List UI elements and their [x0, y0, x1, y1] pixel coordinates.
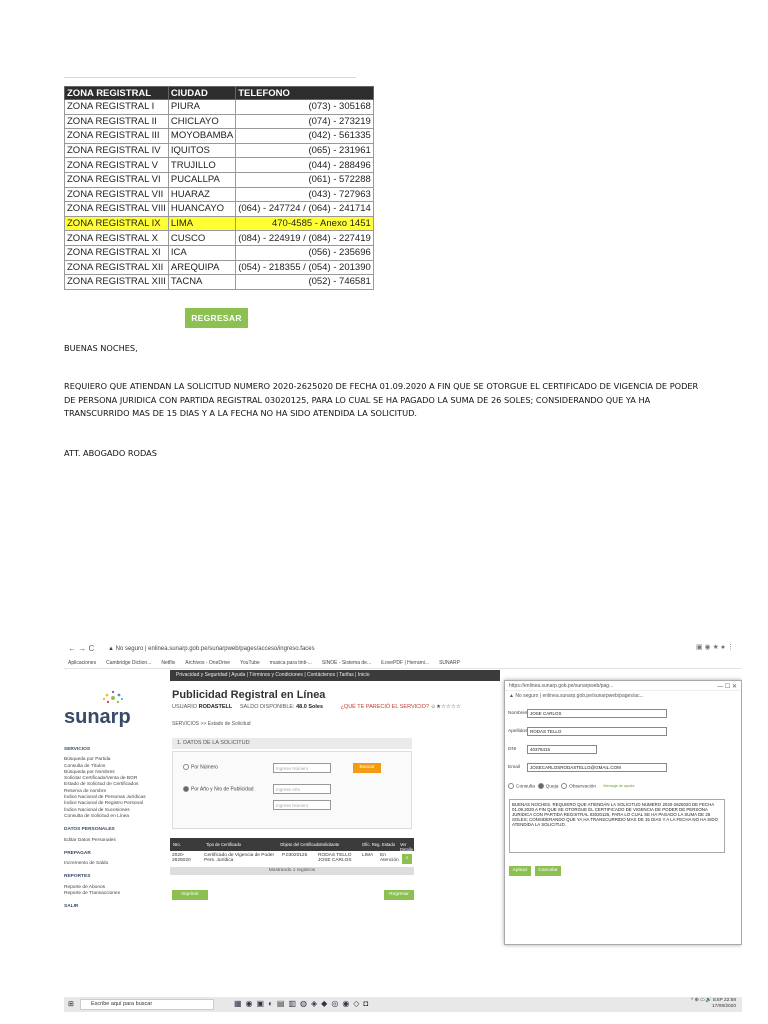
table-cell: (073) - 305168: [236, 100, 374, 115]
zone-registral-table: [64, 86, 374, 290]
sunarp-logo-dots-icon: [102, 690, 124, 706]
bookmark-item[interactable]: Netflix: [161, 659, 176, 666]
sidebar-item[interactable]: Editar Datos Personales: [64, 837, 116, 843]
table-row: [65, 100, 374, 115]
section-title: 1. DATOS DE LA SOLICITUD: [172, 738, 412, 749]
table-cell: ZONA REGISTRAL X: [65, 231, 169, 246]
table-cell: (042) - 561335: [236, 129, 374, 144]
letter-signature: ATT. ABOGADO RODAS: [64, 448, 157, 458]
table-cell: En Atención: [380, 853, 399, 863]
breadcrumb: SERVICIOS >> Estado de Solicitud: [172, 721, 251, 727]
table-cell: ICA: [168, 245, 235, 260]
taskbar-search-input[interactable]: Escribe aquí para buscar: [80, 999, 214, 1010]
table-cell: ZONA REGISTRAL XI: [65, 245, 169, 260]
column-header: Estado: [382, 842, 396, 847]
table-cell: ZONA REGISTRAL XII: [65, 260, 169, 275]
table-cell: ZONA REGISTRAL I: [65, 100, 169, 115]
table-row: [65, 187, 374, 202]
sidebar-salir[interactable]: SALIR: [64, 904, 79, 910]
survey-link[interactable]: ¿QUÉ TE PARECIÓ EL SERVICIO?: [340, 704, 429, 710]
table-cell: ZONA REGISTRAL VII: [65, 187, 169, 202]
clock-time: 22:58: [723, 998, 736, 1003]
sidebar-header-reportes[interactable]: REPORTES: [64, 874, 91, 880]
table-row: [65, 231, 374, 246]
user-info-line: [172, 704, 461, 710]
email-label: Email: [508, 765, 520, 770]
balance-label: SALDO DISPONIBLE:: [239, 704, 295, 710]
system-tray: [691, 998, 736, 1010]
table-cell: ZONA REGISTRAL VIII: [65, 202, 169, 217]
table-row: [170, 852, 414, 867]
popup-title: https://enlinea.sunarp.gob.pe/sunarpweb/pag...: [505, 681, 741, 691]
top-menu[interactable]: Privacidad y Seguridad | Ayuda | Términos y Condiciones | Contáctenos | Tarifas | Inicio: [170, 670, 500, 681]
buscar-button[interactable]: Buscar: [353, 763, 381, 773]
column-header: Solicitante: [320, 842, 340, 847]
table-row: [65, 245, 374, 260]
bookmark-item[interactable]: musica para tinti-...: [269, 659, 312, 666]
table-row: [65, 129, 374, 144]
sidebar-header-servicios[interactable]: SERVICIOS: [64, 747, 91, 752]
apellidos-label: Apellidos: [508, 729, 528, 734]
regresar-button[interactable]: REGRESAR: [185, 308, 248, 328]
radio-icon: [183, 786, 189, 792]
table-cell: AREQUIPA: [168, 260, 235, 275]
user-name: RODASTELL: [198, 704, 233, 710]
table-cell: Certificado de Vigencia de Poder Pers. Jurídica: [204, 853, 275, 863]
bookmarks-bar: [64, 657, 742, 669]
sidebar-header-datos[interactable]: DATOS PERSONALES: [64, 827, 115, 833]
numero-input[interactable]: Ingrese Número: [273, 763, 331, 773]
popup-url: ▲ No seguro | enlinea.sunarp.gob.pe/sunarpweb/pages/ac...: [509, 693, 644, 699]
sidebar: [64, 740, 164, 915]
results-table-header: [170, 838, 414, 851]
sidebar-item[interactable]: Consulta de Títulos: [64, 763, 106, 769]
regresar-small-button[interactable]: Regresar: [384, 890, 414, 900]
table-cell: TACNA: [168, 275, 235, 290]
table-cell: (064) - 247724 / (064) - 241714: [236, 202, 374, 217]
sidebar-item[interactable]: Búsqueda por Nombres: [64, 769, 115, 775]
feedback-type-radios: [508, 783, 634, 789]
windows-start-icon[interactable]: ⊞: [68, 1001, 74, 1008]
nombres-field[interactable]: JOSE CARLOS: [527, 709, 667, 718]
table-cell: LIMA: [168, 216, 235, 231]
table-row: [65, 260, 374, 275]
radio-label: Queja: [545, 784, 559, 790]
radio-por-anio[interactable]: [183, 786, 254, 792]
bookmark-item[interactable]: Cambridge Diction...: [106, 659, 152, 666]
search-form: [172, 751, 412, 829]
table-cell: ZONA REGISTRAL V: [65, 158, 169, 173]
table-cell: CUSCO: [168, 231, 235, 246]
sidebar-item[interactable]: Incremento de Saldo: [64, 861, 109, 867]
sidebar-item[interactable]: Índice Nacional de Registro Personal: [64, 801, 143, 807]
table-cell: (065) - 231961: [236, 143, 374, 158]
table-row: [65, 202, 374, 217]
view-detail-icon[interactable]: ⌕: [402, 854, 412, 864]
radio-icon[interactable]: [538, 783, 544, 789]
table-cell: ZONA REGISTRAL VI: [65, 172, 169, 187]
table-row: [65, 172, 374, 187]
radio-label: Consulta: [516, 784, 535, 790]
table-row: [65, 114, 374, 129]
bookmark-item[interactable]: Archivos - OneDrive: [185, 659, 231, 666]
sidebar-item[interactable]: Estado de Solicitud de Certificados: [64, 782, 139, 788]
sidebar-item[interactable]: Reporte de Abonos: [64, 884, 106, 890]
sidebar-item[interactable]: Índice Nacional de Personas Jurídicas: [64, 795, 146, 801]
table-row: [65, 158, 374, 173]
results-footer: Mostrando 1 registros: [170, 867, 414, 875]
browser-address-bar: [64, 640, 742, 657]
email-field[interactable]: JOSECARLOSRODASTELLO@GMAIL.COM: [527, 763, 667, 772]
embedded-browser-screenshot: [64, 640, 742, 1012]
letter-greeting: BUENAS NOCHES,: [64, 343, 138, 353]
window-controls-icon[interactable]: — ☐ ✕: [717, 684, 737, 690]
cancelar-button[interactable]: Cancelar: [535, 866, 561, 876]
table-cell: ZONA REGISTRAL XIII: [65, 275, 169, 290]
radio-icon: [183, 764, 189, 770]
column-header-telefono: TELEFONO: [236, 87, 374, 100]
table-cell: 470-4585 - Anexo 1451: [236, 216, 374, 231]
table-row: [65, 143, 374, 158]
nombres-label: Nombres: [508, 711, 528, 716]
column-header: Objeto del Certificado: [280, 842, 321, 847]
table-header-row: [65, 87, 374, 100]
table-cell: CHICLAYO: [168, 114, 235, 129]
browser-toolbar-icons[interactable]: ▣ ◉ ★ ● ⋮: [695, 644, 734, 651]
table-cell: ZONA REGISTRAL IV: [65, 143, 169, 158]
table-cell: IQUITOS: [168, 143, 235, 158]
table-cell: (061) - 572288: [236, 172, 374, 187]
table-cell: PIURA: [168, 100, 235, 115]
table-cell: LIMA: [362, 853, 374, 858]
clock-date: 17/09/2020: [711, 1004, 736, 1009]
table-cell: ZONA REGISTRAL IX: [65, 216, 169, 231]
browser-url[interactable]: ▲ No seguro | enlinea.sunarp.gob.pe/sunarpweb/pages/acceso/ingreso.faces: [108, 645, 315, 652]
feedback-popup-window: [504, 680, 742, 945]
sidebar-header-prepagar[interactable]: PREPAGAR: [64, 850, 91, 856]
apellidos-field[interactable]: RODAS TELLO: [527, 727, 667, 736]
table-row: [65, 275, 374, 290]
column-header-zona: ZONA REGISTRAL: [65, 87, 169, 100]
windows-taskbar: [64, 997, 742, 1012]
bookmark-item[interactable]: iLovePDF | Herrami...: [381, 659, 430, 666]
taskbar-app-icons[interactable]: ▦◉▣◐▤▥◍◈◆◎◉◇◘: [234, 999, 373, 1008]
radio-icon[interactable]: [561, 783, 567, 789]
table-cell: PUCALLPA: [168, 172, 235, 187]
nro-publicidad-input[interactable]: Ingrese Número: [273, 800, 331, 810]
column-header-ciudad: CIUDAD: [168, 87, 235, 100]
table-cell: HUANCAYO: [168, 202, 235, 217]
sidebar-item[interactable]: Reporte de Transacciones: [64, 891, 120, 897]
table-cell: (074) - 273219: [236, 114, 374, 129]
letter-body: REQUIERO QUE ATIENDAN LA SOLICITUD NUMERO 2020-2625020 DE FECHA 01.09.2020 A FIN QUE SE OTORGUE EL CERTIFICADO DE VIGENCIA DE PODER DE PERSONA JURIDICA CON PARTIDA REGISTRAL 03020125, PARA LO CUAL SE HA PAGADO LA SUMA DE 26 SOLES; CONSIDERANDO QUE YA HA TRANSCURRIDO MAS DE 15 DIAS Y A LA FECHA NO HA SIDO ATENDIDA LA SOLICITUD.: [64, 381, 699, 418]
table-cell: P.03020125: [282, 853, 308, 858]
user-label: USUARIO: [172, 704, 198, 710]
imprimir-button[interactable]: Imprimir: [172, 890, 208, 900]
radio-label: Por Año y Nro de Publicidad: [191, 786, 254, 793]
dni-field[interactable]: 40378415: [527, 745, 597, 754]
table-cell: (052) - 746581: [236, 275, 374, 290]
sidebar-item[interactable]: Índice Nacional de Sucesiones: [64, 807, 130, 813]
tray-icons[interactable]: ^ ⊕ ▭ 🔊 ESP: [691, 998, 723, 1003]
balance-value: 48.0 Soles: [296, 704, 324, 710]
table-cell: (056) - 235696: [236, 245, 374, 260]
aplicar-button[interactable]: Aplicar: [509, 866, 531, 876]
radio-label: Observación: [569, 784, 597, 790]
sidebar-item[interactable]: Reserva de nombre: [64, 788, 107, 794]
help-message-link[interactable]: Mensaje de ayuda: [603, 784, 635, 789]
bookmark-item[interactable]: SUNARP: [439, 659, 460, 666]
sidebar-item[interactable]: Búsqueda por Partida: [64, 757, 111, 763]
table-cell: HUARAZ: [168, 187, 235, 202]
table-cell: (043) - 727963: [236, 187, 374, 202]
table-row: [65, 216, 374, 231]
message-textarea[interactable]: BUENAS NOCHES. REQUIERO QUE ATIENDAN LA SOLICITUD NUMERO 2020-2625020 DE FECHA 01.09.2020 A FIN QUE SE OTORGUE EL CERTIFICADO DE VIGENCIA DE PODER DE PERSONA JURIDICA CON PARTIDA REGISTRAL 03020125, PARA LO CUAL SE HA PAGADO LA SUMA DE 26 SOLES; CONSIDERANDO QUE YA HA TRANSCURRIDO MAS DE 15 DIAS Y A LA FECHA NO HA SIDO ATENDIDA LA SOLICITUD.: [509, 799, 725, 853]
anio-input[interactable]: Ingrese Año: [273, 784, 331, 794]
radio-icon[interactable]: [508, 783, 514, 789]
sidebar-item[interactable]: Consulta de Solicitud en Línea: [64, 813, 130, 819]
table-cell: RODAS TELLO JOSE CARLOS: [318, 853, 352, 863]
table-cell: (044) - 288496: [236, 158, 374, 173]
table-cell: TRUJILLO: [168, 158, 235, 173]
column-header: Tipo de Certificado: [206, 842, 241, 847]
sidebar-item[interactable]: Solicitar Certificado/Venta de BGR: [64, 776, 138, 782]
column-header: Nro.: [173, 842, 181, 847]
survey-stars-icon[interactable]: ☺★☆☆☆☆: [430, 704, 461, 710]
column-header: Ofic. Reg.: [362, 842, 381, 847]
top-divider: [64, 77, 356, 78]
table-cell: 2020-2625020: [172, 853, 191, 863]
bookmark-item[interactable]: YouTube: [240, 659, 260, 666]
sunarp-logo[interactable]: sunarp: [64, 706, 131, 728]
radio-label: Por Número: [191, 764, 218, 771]
page-title: Publicidad Registral en Línea: [172, 689, 326, 701]
table-cell: ZONA REGISTRAL III: [65, 129, 169, 144]
browser-nav-arrows[interactable]: ← → C: [68, 644, 95, 653]
bookmark-item[interactable]: SINOE - Sistema de...: [321, 659, 372, 666]
column-header: Ver Detalle: [400, 842, 414, 852]
bookmark-item[interactable]: Aplicaciones: [68, 659, 97, 666]
dni-label: DNI: [508, 747, 517, 752]
table-cell: (084) - 224919 / (084) - 227419: [236, 231, 374, 246]
radio-por-numero[interactable]: [183, 764, 218, 770]
table-cell: MOYOBAMBA: [168, 129, 235, 144]
table-cell: (054) - 218355 / (054) - 201390: [236, 260, 374, 275]
table-cell: ZONA REGISTRAL II: [65, 114, 169, 129]
